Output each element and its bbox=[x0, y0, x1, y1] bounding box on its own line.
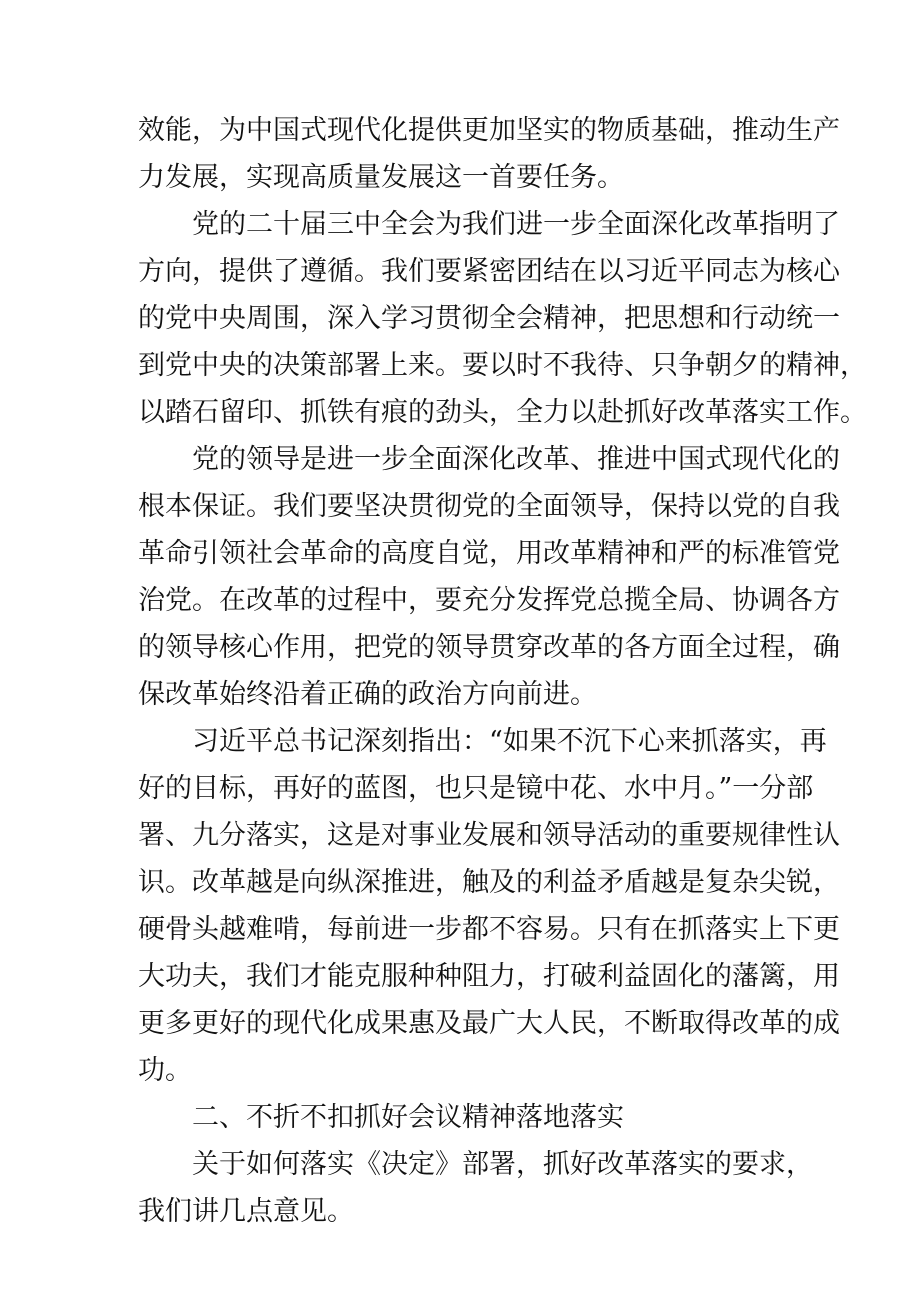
text-line: 识。改革越是向纵深推进，触及的利益矛盾越是复杂尖锐， bbox=[138, 867, 840, 898]
text-line: 功。 bbox=[138, 1055, 192, 1086]
text-line: 力发展，实现高质量发展这一首要任务。 bbox=[138, 162, 624, 193]
text-line: 保改革始终沿着正确的政治方向前进。 bbox=[138, 679, 597, 710]
paragraph bbox=[138, 201, 867, 436]
text-line: 署、九分落实，这是对事业发展和领导活动的重要规律性认 bbox=[138, 820, 840, 851]
section-heading-text: 二、不折不扣抓好会议精神落地落实 bbox=[192, 1102, 624, 1133]
text-line: 好的目标，再好的蓝图，也只是镜中花、水中月。”一分部 bbox=[138, 773, 814, 804]
text-line: 党的二十届三中全会为我们进一步全面深化改革指明了 bbox=[192, 209, 840, 240]
text-line: 更多更好的现代化成果惠及最广大人民，不断取得改革的成 bbox=[138, 1008, 840, 1039]
text-line: 到党中央的决策部署上来。要以时不我待、只争朝夕的精神， bbox=[138, 350, 867, 381]
text-line: 效能，为中国式现代化提供更加坚实的物质基础，推动生产 bbox=[138, 115, 840, 146]
paragraph bbox=[138, 436, 840, 718]
section-heading bbox=[138, 1094, 786, 1141]
document-body bbox=[138, 107, 867, 1235]
paragraph bbox=[138, 718, 840, 1094]
text-line: 革命引领社会革命的高度自觉，用改革精神和严的标准管党 bbox=[138, 538, 840, 569]
text-line: 党的领导是进一步全面深化改革、推进中国式现代化的 bbox=[192, 444, 840, 475]
text-line: 治党。在改革的过程中，要充分发挥党总揽全局、协调各方 bbox=[138, 585, 840, 616]
text-line: 的领导核心作用，把党的领导贯穿改革的各方面全过程，确 bbox=[138, 632, 840, 663]
text-line: 方向，提供了遵循。我们要紧密团结在以习近平同志为核心 bbox=[138, 256, 840, 287]
paragraph bbox=[138, 1141, 813, 1235]
text-line: 根本保证。我们要坚决贯彻党的全面领导，保持以党的自我 bbox=[138, 491, 840, 522]
paragraph bbox=[138, 107, 840, 201]
text-line: 硬骨头越难啃，每前进一步都不容易。只有在抓落实上下更 bbox=[138, 914, 840, 945]
text-line: 大功夫，我们才能克服种种阻力，打破利益固化的藩篱，用 bbox=[138, 961, 840, 992]
text-line: 以踏石留印、抓铁有痕的劲头，全力以赴抓好改革落实工作。 bbox=[138, 397, 867, 428]
text-line: 的党中央周围，深入学习贯彻全会精神，把思想和行动统一 bbox=[138, 303, 840, 334]
text-line: 习近平总书记深刻指出：“如果不沉下心来抓落实，再 bbox=[192, 726, 827, 757]
text-line: 关于如何落实《决定》部署，抓好改革落实的要求， bbox=[192, 1149, 813, 1180]
text-line: 我们讲几点意见。 bbox=[138, 1196, 354, 1227]
